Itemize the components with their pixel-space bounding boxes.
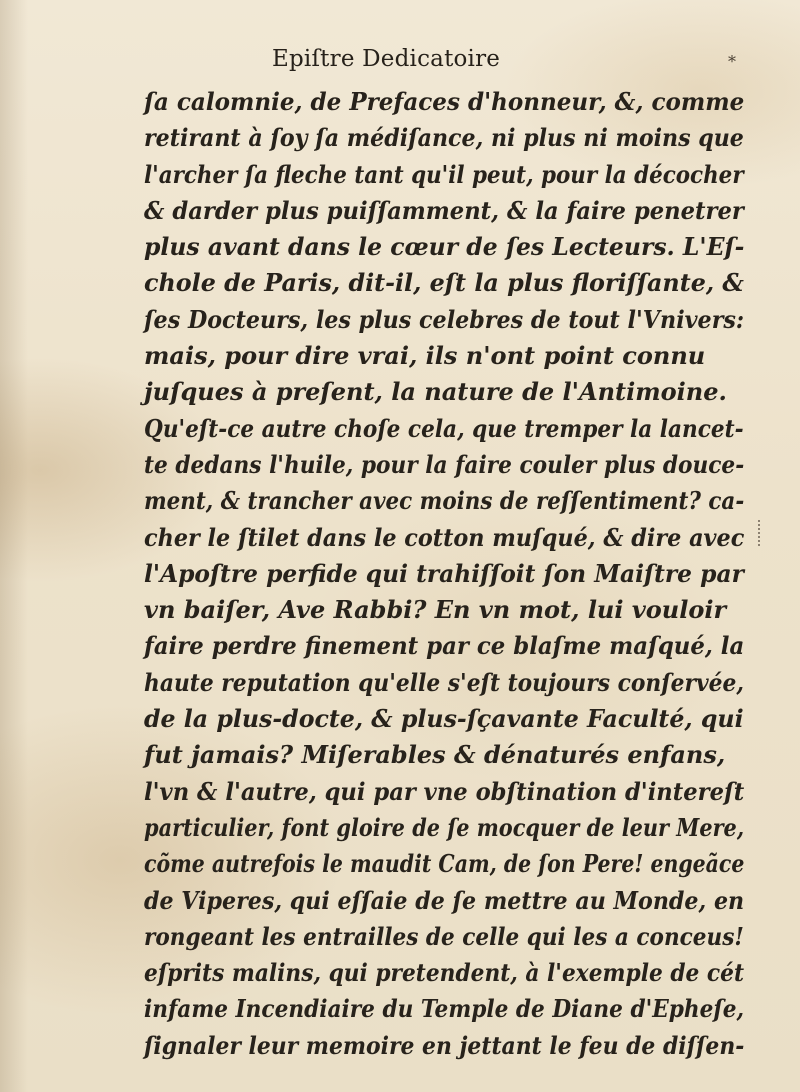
- text-line: mais, pour dire vrai, ils n'ont point connu: [144, 341, 706, 371]
- text-line: l'vn & l'autre, qui par vne obſtination d'intereſt: [144, 776, 745, 806]
- body-text: [144, 84, 744, 1064]
- text-line: rongeant les entrailles de celle qui les a conceus!: [144, 921, 744, 951]
- text-line: chole de Paris, dit-il, eſt la plus floriſſante, &: [144, 268, 744, 298]
- text-line: l'Apoſtre perfide qui trahiſſoit ſon Maiſtre par: [144, 558, 744, 588]
- text-line: Qu'eſt-ce autre choſe cela, que tremper la lancet-: [144, 413, 744, 443]
- text-line: infame Incendiaire du Temple de Diane d'Epheſe,: [144, 994, 745, 1024]
- text-line: cher le ſtilet dans le cotton muſqué, & dire avec: [144, 522, 745, 552]
- text-line: de Viperes, qui eſſaie de ſe mettre au Monde, en: [144, 885, 745, 915]
- text-line: haute reputation qu'elle s'eſt toujours conſervée,: [144, 667, 744, 697]
- text-line: ſa calomnie, de Prefaces d'honneur, &, comme: [144, 87, 745, 116]
- folio-mark: *: [728, 52, 736, 71]
- text-line: cõme autrefois le maudit Cam, de ſon Pere! engeãce: [144, 849, 745, 879]
- text-line: faire perdre finement par ce blaſme maſqué, la: [144, 631, 745, 661]
- text-line: de la plus-docte, & plus-ſçavante Faculté, qui: [144, 704, 744, 734]
- text-line: retirant à ſoy ſa médiſance, ni plus ni moins que: [144, 123, 744, 153]
- text-line: plus avant dans le cœur de ſes Lecteurs. L'Eſ-: [144, 232, 745, 262]
- text-line: te dedans l'huile, pour la faire couler plus douce-: [144, 449, 745, 479]
- running-head: Epiſtre Dedicatoire: [272, 46, 501, 72]
- text-line: particulier, font gloire de ſe mocquer de leur Mere,: [144, 812, 745, 842]
- text-line: juſques à preſent, la nature de l'Antimoine.: [144, 377, 727, 407]
- text-line: eſprits malins, qui pretendent, à l'exemple de cét: [144, 958, 744, 988]
- text-line: ment, & trancher avec moins de reſſentiment? ca-: [144, 486, 745, 516]
- gutter-shadow: [0, 0, 28, 1092]
- text-line: fut jamais? Miſerables & dénaturés enfans,: [144, 740, 726, 770]
- text-line: ſignaler leur memoire en jettant le feu de diſſen-: [144, 1030, 745, 1060]
- text-line: l'archer ſa fleche tant qu'il peut, pour la décocher: [144, 159, 744, 189]
- text-line: & darder plus puiſſamment, & la faire penetrer: [144, 195, 744, 225]
- text-line: ſes Docteurs, les plus celebres de tout l'Vnivers:: [144, 304, 745, 334]
- margin-ink-mark: [758, 520, 764, 546]
- text-line: vn baiſer, Ave Rabbi? En vn mot, lui vouloir: [144, 595, 727, 625]
